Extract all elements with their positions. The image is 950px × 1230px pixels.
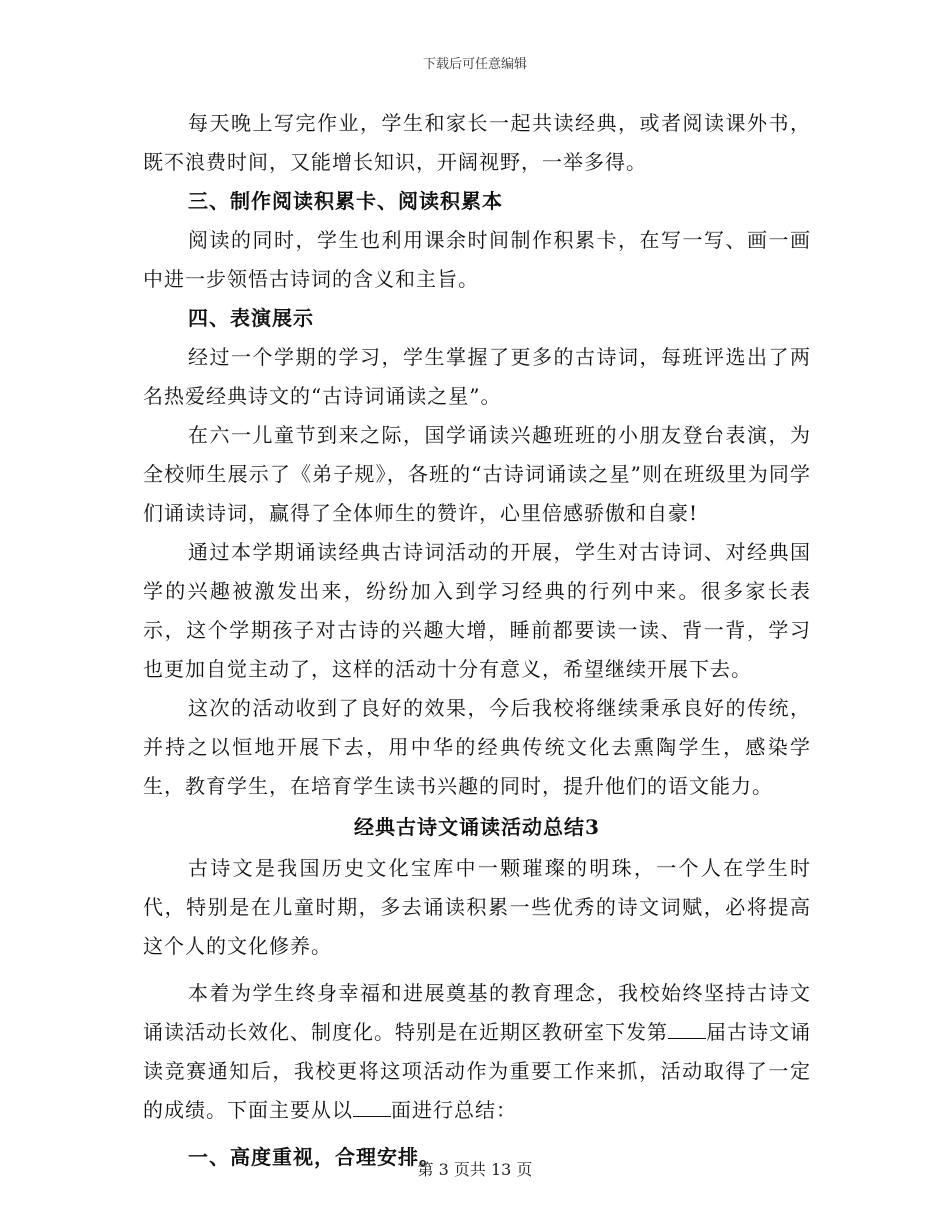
paragraph: 阅读的同时，学生也利用课余时间制作积累卡，在写一写、画一画中进一步领悟古诗词的含义和主旨。 (143, 228, 811, 291)
section-title: 经典古诗文诵读活动总结3 (354, 815, 600, 839)
section-heading: 一、高度重视，合理安排。 (188, 1145, 440, 1169)
page-footer: 第 3 页共 13 页 (417, 1160, 533, 1179)
paragraph-text: 本着为学生终身幸福和进展奠基的教育理念，我校始终坚持古诗文诵读活动长效化、制度化。特别是在近期区教研室下发第 (143, 981, 811, 1044)
paragraph: 古诗文是我国历史文化宝库中一颗璀璨的明珠，一个人在学生时代，特别是在儿童时期，多去诵读积累一些优秀的诗文词赋，必将提高这个人的文化修养。 (143, 856, 811, 958)
paragraph: 经过一个学期的学习，学生掌握了更多的古诗词，每班评选出了两名热爱经典诗文的“古诗词诵读之星”。 (143, 345, 811, 408)
fill-blank (353, 1098, 391, 1117)
section-heading: 四、表演展示 (188, 306, 314, 330)
document-body (143, 104, 811, 1177)
paragraph-text: 面进行总结： (391, 1098, 517, 1122)
paragraph-text: 届古诗文诵读竞赛通知后，我校更将这项活动作为重要工作来抓，活动取得了一定的成绩。下面主要从以 (143, 1020, 811, 1122)
paragraph: 每天晚上写完作业，学生和家长一起共读经典，或者阅读课外书，既不浪费时间，又能增长知识，开阔视野，一举多得。 (143, 111, 811, 174)
paragraph: 这次的活动收到了良好的效果，今后我校将继续秉承良好的传统，并持之以恒地开展下去，用中华的经典传统文化去熏陶学生，感染学生，教育学生，在培育学生读书兴趣的同时，提升他们的语文能力。 (143, 696, 811, 798)
paragraph: 通过本学期诵读经典古诗词活动的开展，学生对古诗词、对经典国学的兴趣被激发出来，纷纷加入到学习经典的行列中来。很多家长表示，这个学期孩子对古诗的兴趣大增，睡前都要读一读、背一背，学习也更加自觉主动了，这样的活动十分有意义，希望继续开展下去。 (143, 540, 811, 681)
section-heading: 三、制作阅读积累卡、阅读积累本 (188, 189, 503, 213)
fill-blank (668, 1020, 706, 1039)
paragraph: 在六一儿童节到来之际，国学诵读兴趣班班的小朋友登台表演，为全校师生展示了《弟子规》，各班的“古诗词诵读之星”则在班级里为同学们诵读诗词，赢得了全体师生的赞许，心里倍感骄傲和自豪! (143, 423, 811, 525)
page-header: 下载后可任意编辑 (422, 57, 527, 72)
paragraph (143, 974, 811, 1130)
